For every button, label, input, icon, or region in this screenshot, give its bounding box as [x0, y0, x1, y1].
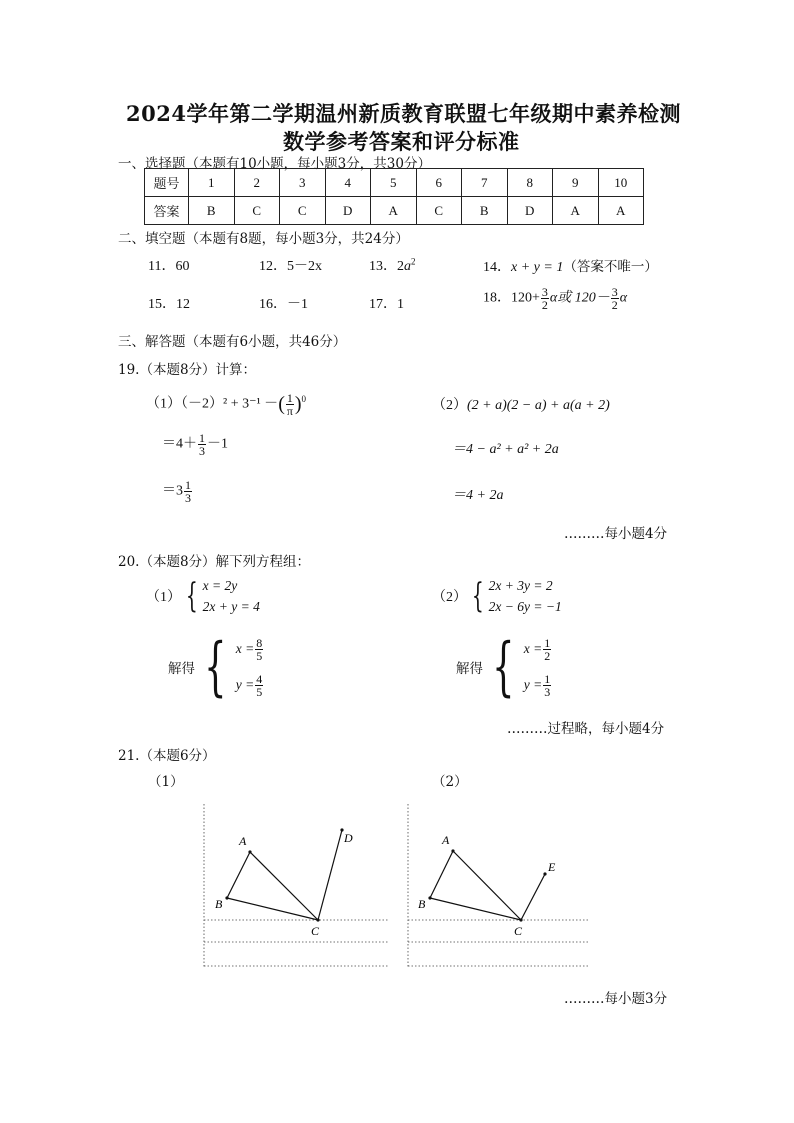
label-c: C [514, 924, 523, 938]
brace-icon: { [185, 576, 198, 616]
q18-mid: α或 120－ [549, 290, 610, 306]
q19-part2-step1: ＝4 − a² + a² + 2a [452, 442, 559, 457]
frac-den: 5 [256, 685, 263, 700]
q13-var: a [404, 259, 411, 274]
table-cell: 6 [416, 169, 462, 197]
q19-heading: 19.（本题8分）计算： [118, 362, 257, 378]
segment-bc [430, 898, 521, 920]
answer-q17: 17．1 [369, 297, 404, 312]
equation: 2x + y = 4 [202, 599, 260, 614]
segment-ac [453, 851, 521, 920]
q14-note: （答案不唯一） [563, 259, 658, 274]
var-label: y = [523, 677, 543, 692]
system [489, 575, 562, 617]
equation: 2x − 6y = −1 [488, 599, 562, 614]
solution-x [524, 631, 552, 667]
answer-q11: 11．60 [148, 259, 190, 274]
q19-p1-expr: （－2）² + 3⁻¹ － [181, 396, 279, 412]
table-cell: A [371, 197, 417, 225]
label-b: B [215, 897, 223, 911]
figure-2 [400, 800, 596, 972]
q19-part1-expr [146, 392, 306, 417]
segment-ac [250, 852, 318, 920]
table-cell: A [553, 197, 599, 225]
frac [255, 673, 263, 698]
brace-icon: { [204, 630, 227, 704]
frac [543, 637, 551, 662]
triangle [430, 851, 545, 920]
q19-part1-step1 [162, 432, 228, 457]
q18-frac2 [611, 286, 619, 311]
figure-1 [196, 800, 392, 972]
q19-p1-label: （1） [146, 396, 181, 412]
table-cell: 3 [280, 169, 326, 197]
point-c [316, 918, 319, 921]
answer-table [144, 168, 644, 225]
equation: 2x + 3y = 2 [488, 578, 553, 593]
solution-x [236, 631, 264, 667]
frac-den: 3 [185, 491, 191, 505]
table-cell: B [189, 197, 235, 225]
step-prefix: ＝4＋ [162, 436, 197, 452]
solution [236, 631, 264, 703]
point-e [543, 872, 546, 875]
page-title: 2024学年第二学期温州新质教育联盟七年级期中素养检测 [126, 101, 681, 126]
frac-den: 3 [199, 444, 205, 458]
q20-score: ………过程略，每小题4分 [507, 721, 665, 737]
equation: x = 2y [202, 578, 238, 593]
label-a: A [442, 833, 450, 847]
q21-score: ………每小题3分 [564, 991, 668, 1007]
table-cell: 题号 [145, 169, 189, 197]
q18-frac1 [541, 286, 549, 311]
paren-right: ) [294, 393, 302, 415]
frac-num: 1 [199, 431, 205, 445]
frac-num: 1 [185, 478, 191, 492]
grid-lines [204, 804, 388, 968]
q13-prefix: 13．2 [369, 259, 404, 274]
frac-num: 1 [544, 636, 551, 651]
segment-ab [227, 852, 250, 898]
q20-part1-system [146, 575, 260, 617]
table-cell: C [416, 197, 462, 225]
answer-q12: 12．5－2x [259, 259, 322, 274]
q19-part1-step2 [162, 479, 193, 504]
q20-heading: 20.（本题8分）解下列方程组： [118, 554, 311, 570]
q18-num2: 3 [611, 285, 618, 299]
q20-p1-label: （1） [146, 590, 181, 605]
table-cell: 4 [325, 169, 371, 197]
answer-q16: 16．－1 [259, 297, 308, 312]
step-frac [198, 432, 206, 457]
frac-den: 3 [544, 685, 551, 700]
q19-part2-step2: ＝4 + 2a [452, 488, 504, 503]
table-cell: D [325, 197, 371, 225]
solution [524, 631, 552, 703]
table-row [145, 169, 644, 197]
step-frac [184, 479, 192, 504]
answer-q13 [369, 255, 416, 275]
q20-p2-label: （2） [432, 590, 467, 605]
solution-y [236, 667, 264, 703]
segment-cd [318, 830, 342, 920]
brace-icon: { [492, 630, 515, 704]
section-heading-choice: 一、选择题（本题有10小题，每小题3分，共30分） [118, 156, 431, 172]
q18-num1: 3 [541, 285, 548, 299]
var-label: x = [235, 641, 255, 656]
table-cell: A [598, 197, 644, 225]
system [203, 575, 260, 617]
table-cell: C [234, 197, 280, 225]
frac-den: 5 [256, 649, 263, 664]
var-label: y = [235, 677, 255, 692]
table-row [145, 197, 644, 225]
q19-part2-expr [432, 394, 610, 414]
frac-num: 4 [256, 672, 263, 687]
segment-ce [521, 874, 545, 920]
frac-den: π [286, 404, 293, 418]
q19-p1-frac [286, 392, 294, 417]
q19-p2-expr: (2 + a)(2 − a) + a(a + 2) [467, 398, 610, 413]
q13-exp: 2 [411, 256, 416, 267]
label-d: D [344, 831, 353, 845]
table-cell: 9 [553, 169, 599, 197]
q21-part1-label: （1） [148, 774, 184, 790]
brace-icon: { [471, 576, 484, 616]
point-c [519, 918, 522, 921]
label-a: A [239, 834, 247, 848]
table-cell: C [280, 197, 326, 225]
q18-den2: 2 [611, 298, 618, 312]
section-heading-solve: 三、解答题（本题有6小题，共46分） [118, 334, 347, 350]
point-b [225, 896, 228, 899]
table-cell: 5 [371, 169, 417, 197]
table-cell: 7 [462, 169, 508, 197]
answer-q18 [483, 286, 627, 311]
q14-prefix: 14． [483, 260, 511, 275]
table-cell: 2 [234, 169, 280, 197]
label-c: C [311, 924, 320, 938]
table-cell: B [462, 197, 508, 225]
point-a [451, 849, 454, 852]
solution-y [524, 667, 552, 703]
solve-label: 解得 [168, 661, 195, 676]
section-heading-fill: 二、填空题（本题有8题，每小题3分，共24分） [118, 231, 409, 247]
table-cell: D [507, 197, 553, 225]
page-subtitle: 数学参考答案和评分标准 [283, 129, 520, 154]
frac-den: 2 [544, 649, 551, 664]
answer-q14 [483, 255, 658, 276]
q19-score: ………每小题4分 [564, 526, 668, 542]
q20-part1-solution [168, 631, 264, 703]
var-label: x = [523, 641, 543, 656]
table-cell: 答案 [145, 197, 189, 225]
frac-num: 8 [256, 636, 263, 651]
solve-label: 解得 [456, 661, 483, 676]
table-cell: 1 [189, 169, 235, 197]
point-b [428, 896, 431, 899]
point-a [248, 850, 251, 853]
frac [543, 673, 551, 698]
q20-part2-solution [456, 631, 552, 703]
q21-heading: 21.（本题6分） [118, 748, 216, 764]
paren-left: ( [278, 393, 285, 415]
q19-p2-label: （2） [432, 398, 467, 413]
step-suffix: －1 [207, 436, 228, 452]
segment-bc [227, 898, 318, 920]
q20-part2-system [432, 575, 562, 617]
table-cell: 8 [507, 169, 553, 197]
table-cell: 10 [598, 169, 644, 197]
q18-den1: 2 [541, 298, 548, 312]
q18-prefix: 18．120+ [483, 290, 540, 306]
frac-num: 1 [544, 672, 551, 687]
q18-end: α [619, 290, 628, 306]
frac-num: 1 [286, 391, 293, 405]
label-b: B [418, 897, 426, 911]
frac [255, 637, 263, 662]
segment-ab [430, 851, 453, 898]
answer-q15: 15．12 [148, 297, 190, 312]
q21-part2-label: （2） [432, 774, 468, 790]
q14-eq: x + y = 1 [511, 260, 564, 275]
step-prefix: ＝3 [162, 483, 183, 499]
label-e: E [548, 860, 556, 874]
q19-p1-exp: 0 [301, 394, 307, 405]
